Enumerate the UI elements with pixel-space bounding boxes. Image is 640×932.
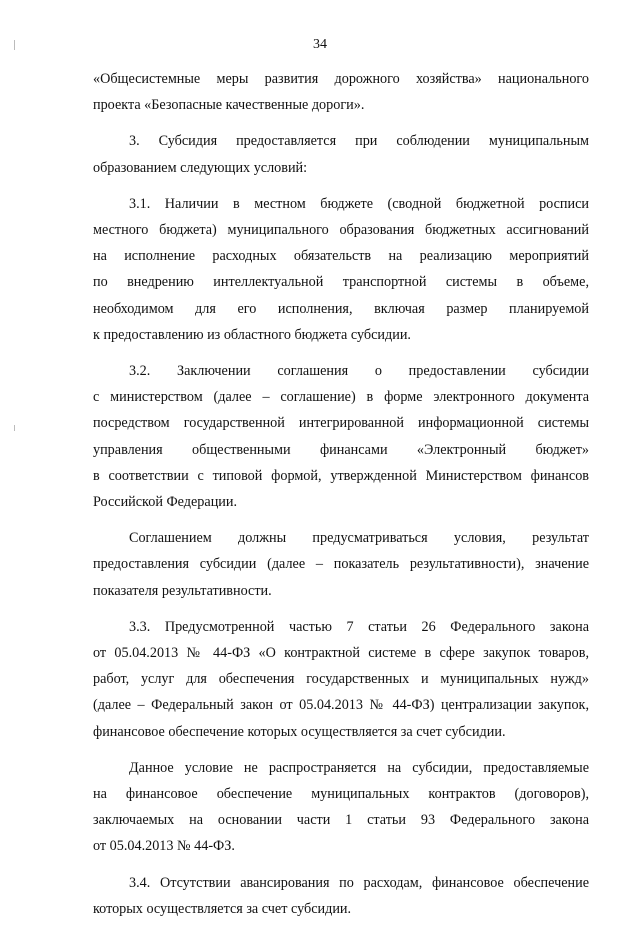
page-number: 34 — [313, 37, 327, 52]
text-line: показателя результативности. — [93, 582, 272, 599]
paragraph — [93, 358, 589, 515]
document-body — [93, 66, 589, 932]
text-line: от 05.04.2013 № 44-ФЗ. — [93, 838, 235, 855]
scan-artifact — [14, 40, 15, 50]
text-line: работ, услуг для обеспечения государственных и муниципальных нужд» — [93, 671, 589, 688]
text-line: от 05.04.2013 № 44-ФЗ «О контрактной системе в сфере закупок товаров, — [93, 645, 589, 662]
paragraph — [93, 128, 589, 180]
text-line: местного бюджета) муниципального образования бюджетных ассигнований — [93, 222, 589, 239]
text-line: 3.3. Предусмотренной частью 7 статьи 26 Федерального закона — [129, 618, 589, 635]
text-line: 3.4. Отсутствии авансирования по расходам, финансовое обеспечение — [129, 874, 589, 891]
text-line: заключаемых на основании части 1 статьи 93 Федерального закона — [93, 812, 589, 829]
text-line: к предоставлению из областного бюджета субсидии. — [93, 326, 411, 343]
text-line: с министерством (далее – соглашение) в форме электронного документа — [93, 389, 589, 406]
text-line: по внедрению интеллектуальной транспортной системы в объеме, — [93, 274, 589, 291]
text-line: (далее – Федеральный закон от 05.04.2013 № 44-ФЗ) централизации закупок, — [93, 697, 589, 714]
text-line: «Общесистемные меры развития дорожного хозяйства» национального — [93, 71, 589, 87]
text-line: предоставления субсидии (далее – показатель результативности), значение — [93, 556, 589, 573]
text-line: посредством государственной интегрированной информационной системы — [93, 415, 589, 432]
text-line: на исполнение расходных обязательств на реализацию мероприятий — [93, 248, 589, 265]
text-line: управления общественными финансами «Электронный бюджет» — [93, 441, 589, 458]
text-line: проекта «Безопасные качественные дороги». — [93, 97, 365, 114]
text-line: 3.1. Наличии в местном бюджете (сводной бюджетной росписи — [129, 195, 589, 212]
paragraph — [93, 191, 589, 348]
text-line: в соответствии с типовой формой, утвержденной Министерством финансов — [93, 467, 589, 484]
text-line: финансовое обеспечение которых осуществляется за счет субсидии. — [93, 723, 506, 740]
paragraph — [93, 66, 589, 118]
text-line: 3. Субсидия предоставляется при соблюдении муниципальным — [129, 133, 589, 150]
text-line: на финансовое обеспечение муниципальных контрактов (договоров), — [93, 786, 589, 803]
text-line: 3.2. Заключении соглашения о предоставлении субсидии — [129, 363, 589, 380]
text-line: Данное условие не распространяется на субсидии, предоставляемые — [129, 759, 589, 776]
text-line: которых осуществляется за счет субсидии. — [93, 900, 352, 917]
scan-artifact — [14, 425, 15, 431]
text-line: образованием следующих условий: — [93, 159, 308, 176]
text-line: Соглашением должны предусматриваться условия, результат — [129, 530, 589, 547]
paragraph — [93, 614, 589, 745]
paragraph — [93, 870, 589, 922]
paragraph — [93, 755, 589, 860]
text-line: необходимом для его исполнения, включая размер планируемой — [93, 300, 589, 317]
paragraph — [93, 525, 589, 604]
text-line: Российской Федерации. — [93, 494, 238, 511]
